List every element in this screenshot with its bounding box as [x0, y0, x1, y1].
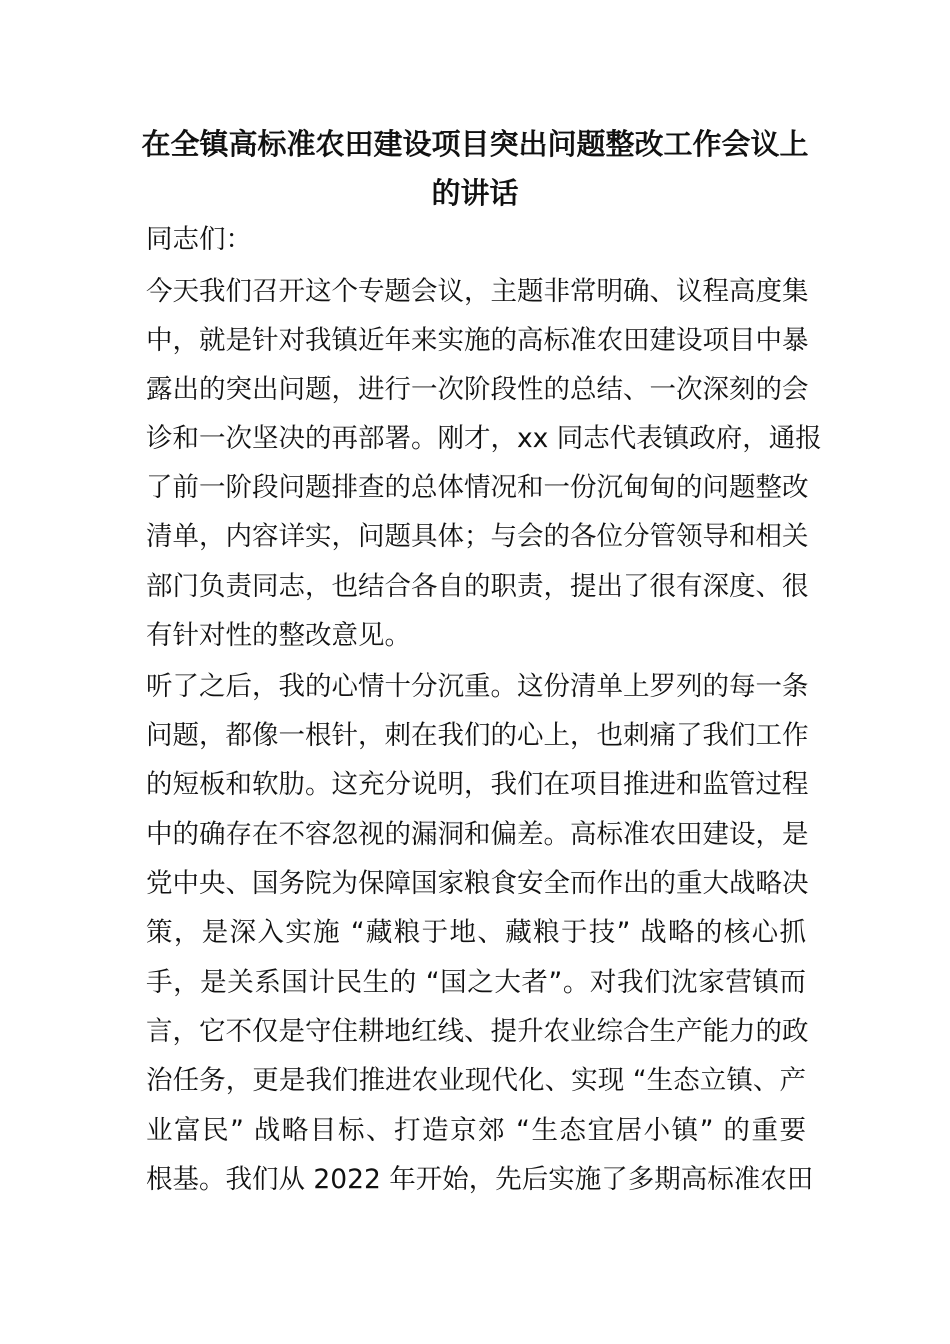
- body-line: 治任务，更是我们推进农业现代化、实现 “生态立镇、产: [146, 1065, 806, 1096]
- body-line: 的短板和软肋。这充分说明，我们在项目推进和监管过程: [146, 769, 809, 800]
- body-line: 了前一阶段问题排查的总体情况和一份沉甸甸的问题整改: [146, 472, 809, 503]
- document-title-line-1: 在全镇高标准农田建设项目突出问题整改工作会议上: [141, 127, 809, 161]
- body-line: 中，就是针对我镇近年来实施的高标准农田建设项目中暴: [146, 325, 809, 356]
- body-line: 有针对性的整改意见。: [146, 620, 411, 651]
- salutation: 同志们：: [146, 224, 252, 255]
- body-line: 清单，内容详实，问题具体；与会的各位分管领导和相关: [146, 521, 809, 552]
- body-line: 言，它不仅是守住耕地红线、提升农业综合生产能力的政: [146, 1016, 809, 1047]
- body-line: 中的确存在不容忽视的漏洞和偏差。高标准农田建设，是: [146, 819, 809, 850]
- document-title-line-2: 的讲话: [431, 176, 519, 210]
- body-line: 党中央、国务院为保障国家粮食安全而作出的重大战略决: [146, 868, 809, 899]
- body-line: 露出的突出问题，进行一次阶段性的总结、一次深刻的会: [146, 374, 809, 405]
- body-line: 策，是深入实施 “藏粮于地、藏粮于技” 战略的核心抓: [146, 917, 806, 948]
- body-line: 诊和一次坚决的再部署。刚才，xx 同志代表镇政府，通报: [146, 423, 822, 454]
- body-line: 业富民” 战略目标、打造京郊 “生态宜居小镇” 的重要: [146, 1115, 806, 1146]
- body-line: 手，是关系国计民生的 “国之大者”。对我们沈家营镇而: [146, 967, 806, 998]
- body-line: 今天我们召开这个专题会议，主题非常明确、议程高度集: [146, 276, 809, 307]
- body-line: 部门负责同志，也结合各自的职责，提出了很有深度、很: [146, 571, 809, 602]
- body-line: 根基。我们从 2022 年开始，先后实施了多期高标准农田: [146, 1164, 814, 1195]
- body-line: 问题，都像一根针，刺在我们的心上，也刺痛了我们工作: [146, 720, 809, 751]
- body-line: 听了之后，我的心情十分沉重。这份清单上罗列的每一条: [146, 671, 809, 702]
